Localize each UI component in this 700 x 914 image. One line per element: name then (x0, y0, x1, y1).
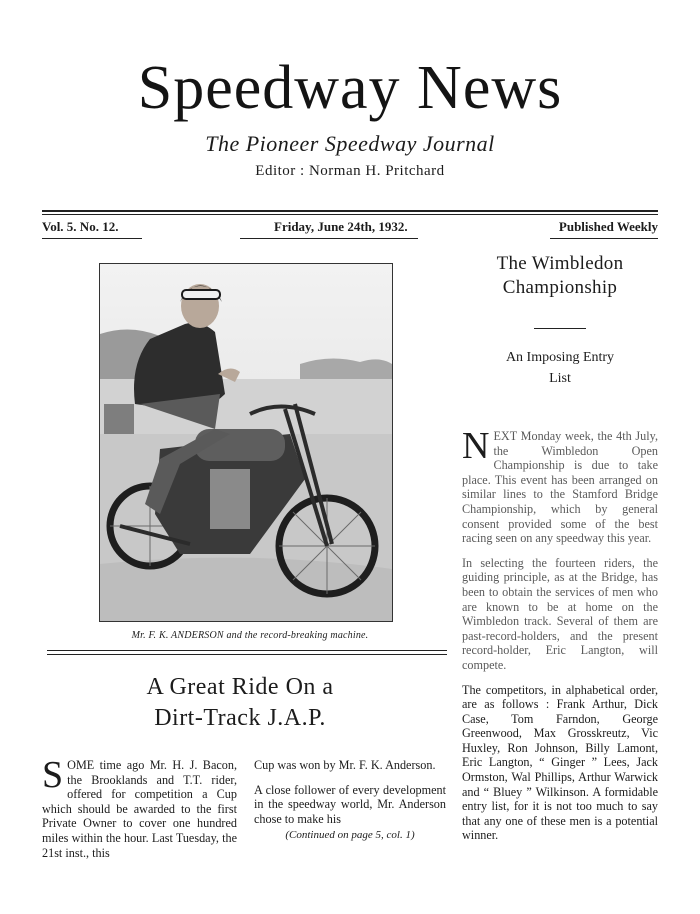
section-rule-bottom (47, 654, 447, 655)
side-story-title-line2: Championship (502, 277, 618, 298)
volume-number: Vol. 5. No. 12. (42, 219, 119, 234)
side-story-title (462, 252, 658, 300)
drop-cap: S (42, 754, 64, 796)
lead-headline-line2: Dirt-Track J.A.P. (154, 705, 326, 731)
motorcycle-photo (99, 263, 393, 622)
side-story-paragraph: The competitors, in alphabetical order, are as follows : Frank Arthur, Dick Case, Tom Farndon, George Greenwood, Max Grosskreutz, Vic Huxley, Ron Johnson, Billy Lamont, Eric Langton, “ Ginger ” Lees, Jack Ormston, Wal Phillips, Arthur Warwick and “ Bluey ” Wilkinson. A formidable entry list, for it is not too much to say that any one of these men is a potential winner. (462, 682, 658, 843)
photo-caption: Mr. F. K. ANDERSON and the record-breaking machine. (131, 630, 369, 641)
lead-story-text: OME time ago Mr. H. J. Bacon, the Brooklands and T.T. rider, offered for competition a Cup which should be awarded to the first Private Owner to cover one hundred miles within the hour. Last Tuesday, the 21st inst., this (42, 758, 237, 860)
masthead (0, 55, 700, 180)
side-story-text: EXT Monday week, the 4th July, the Wimbledon Open Championship is due to take place. This event has been arranged on similar lines to the Stamford Bridge Championship, which by general consent provided some of the best racing seen on any speedway this year. (462, 429, 658, 546)
side-story-title-line1: The Wimbledon (496, 253, 624, 274)
masthead-rule-thin (42, 214, 658, 215)
side-story-separator (534, 328, 586, 329)
rider-on-motorcycle-illustration (100, 264, 392, 621)
continued-note: (Continued on page 5, col. 1) (285, 829, 415, 842)
newspaper-subtitle: The Pioneer Speedway Journal (205, 131, 495, 156)
dateline (42, 219, 658, 239)
lead-headline-line1: A Great Ride On a (146, 674, 334, 700)
side-story-subtitle (462, 347, 658, 389)
dateline-underline-right (550, 238, 658, 239)
side-story-body (462, 425, 658, 843)
lead-story-column-2 (254, 758, 446, 843)
side-story-paragraph: In selecting the fourteen riders, the guiding principle, as at the Bridge, has been to obtain the services of men who are known to be at home on the Wimbledon track. Several of them are past-record-holders, and the present record-holder, Eric Langton, will compete. (462, 555, 658, 672)
editor-line: Editor : Norman H. Pritchard (255, 163, 445, 179)
lead-story-paragraph (42, 754, 237, 860)
side-story-subtitle-line2: List (549, 371, 571, 386)
side-story (462, 252, 658, 853)
lead-headline (60, 672, 420, 734)
dateline-underline-left (42, 238, 142, 239)
side-story-paragraph (462, 425, 658, 546)
masthead-rule-thick (42, 210, 658, 212)
newspaper-title: Speedway News (137, 54, 563, 122)
drop-cap: N (462, 425, 490, 467)
lead-story-paragraph: A close follower of every development in the speedway world, Mr. Anderson chose to make his (254, 782, 446, 826)
lead-story-column-1 (42, 754, 237, 870)
side-story-subtitle-line1: An Imposing Entry (505, 350, 615, 365)
publication-frequency: Published Weekly (558, 219, 658, 234)
lead-story-paragraph: Cup was won by Mr. F. K. Anderson. (254, 758, 436, 772)
section-rule-top (47, 650, 447, 651)
dateline-underline-center (240, 238, 418, 239)
issue-date: Friday, June 24th, 1932. (274, 219, 408, 234)
